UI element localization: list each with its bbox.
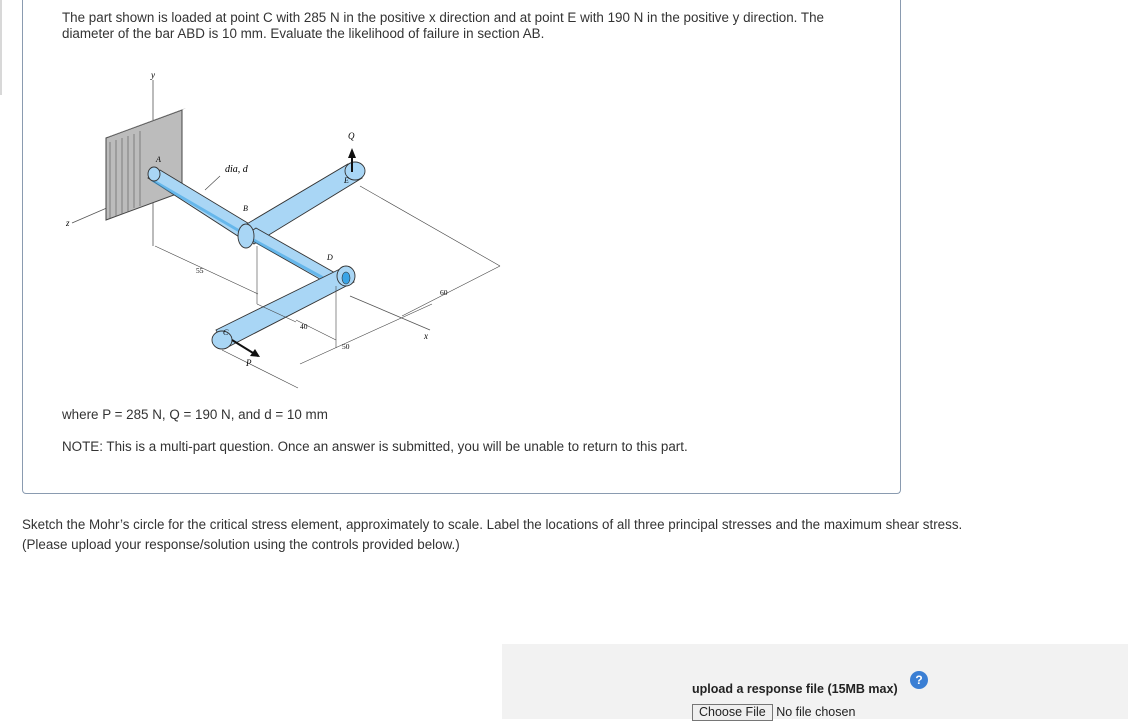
instructions-line-1: Sketch the Mohr’s circle for the critical stress element, approximately to scale. Label the locations of all three principal stresses and the maximum shear stress.: [22, 517, 963, 532]
upload-panel: [502, 644, 1128, 719]
instructions-line-2: (Please upload your response/solution using the controls provided below.): [22, 537, 460, 552]
label-dia: dia, d: [225, 164, 248, 175]
label-q: Q: [348, 131, 355, 141]
choose-file-button[interactable]: Choose File: [692, 704, 773, 721]
arm-d-hole: [342, 272, 350, 284]
question-prompt: The part shown is loaded at point C with 285 N in the positive x direction and at point E with 190 N in the positive y direction. The diameter of the bar ABD is 10 mm. Evaluate the likelihood of failure in section AB.: [62, 10, 824, 41]
given-values: where P = 285 N, Q = 190 N, and d = 10 mm: [62, 407, 328, 422]
y-axis-label: y: [151, 70, 155, 80]
arm-c-end: [212, 331, 232, 349]
left-edge-marker: [0, 0, 2, 95]
label-b: B: [243, 204, 248, 213]
x-axis-label: x: [424, 331, 428, 341]
upload-label: upload a response file (15MB max): [692, 682, 898, 696]
label-d: D: [327, 253, 333, 262]
arm-cd: [216, 268, 354, 348]
bar-a-end: [148, 167, 160, 181]
help-icon[interactable]: ?: [910, 671, 928, 689]
dim-40: 40: [300, 322, 308, 331]
label-p: P: [246, 358, 252, 368]
instructions: [22, 515, 1112, 555]
file-status: No file chosen: [776, 705, 856, 719]
x-axis-line: [350, 296, 430, 330]
part-figure: [60, 68, 510, 390]
bar-b-collar: [238, 224, 254, 248]
z-axis-label: z: [66, 218, 70, 228]
label-c: C: [223, 328, 229, 337]
dim-60: 60: [440, 288, 448, 297]
dim-55: 55: [196, 266, 204, 275]
wall-face: [106, 110, 182, 220]
label-a: A: [156, 155, 161, 164]
multipart-note: NOTE: This is a multi-part question. Once an answer is submitted, you will be unable to return to this part.: [62, 439, 688, 454]
file-input: [692, 704, 855, 721]
label-e: E: [344, 176, 349, 185]
dim-50: 50: [342, 342, 350, 351]
